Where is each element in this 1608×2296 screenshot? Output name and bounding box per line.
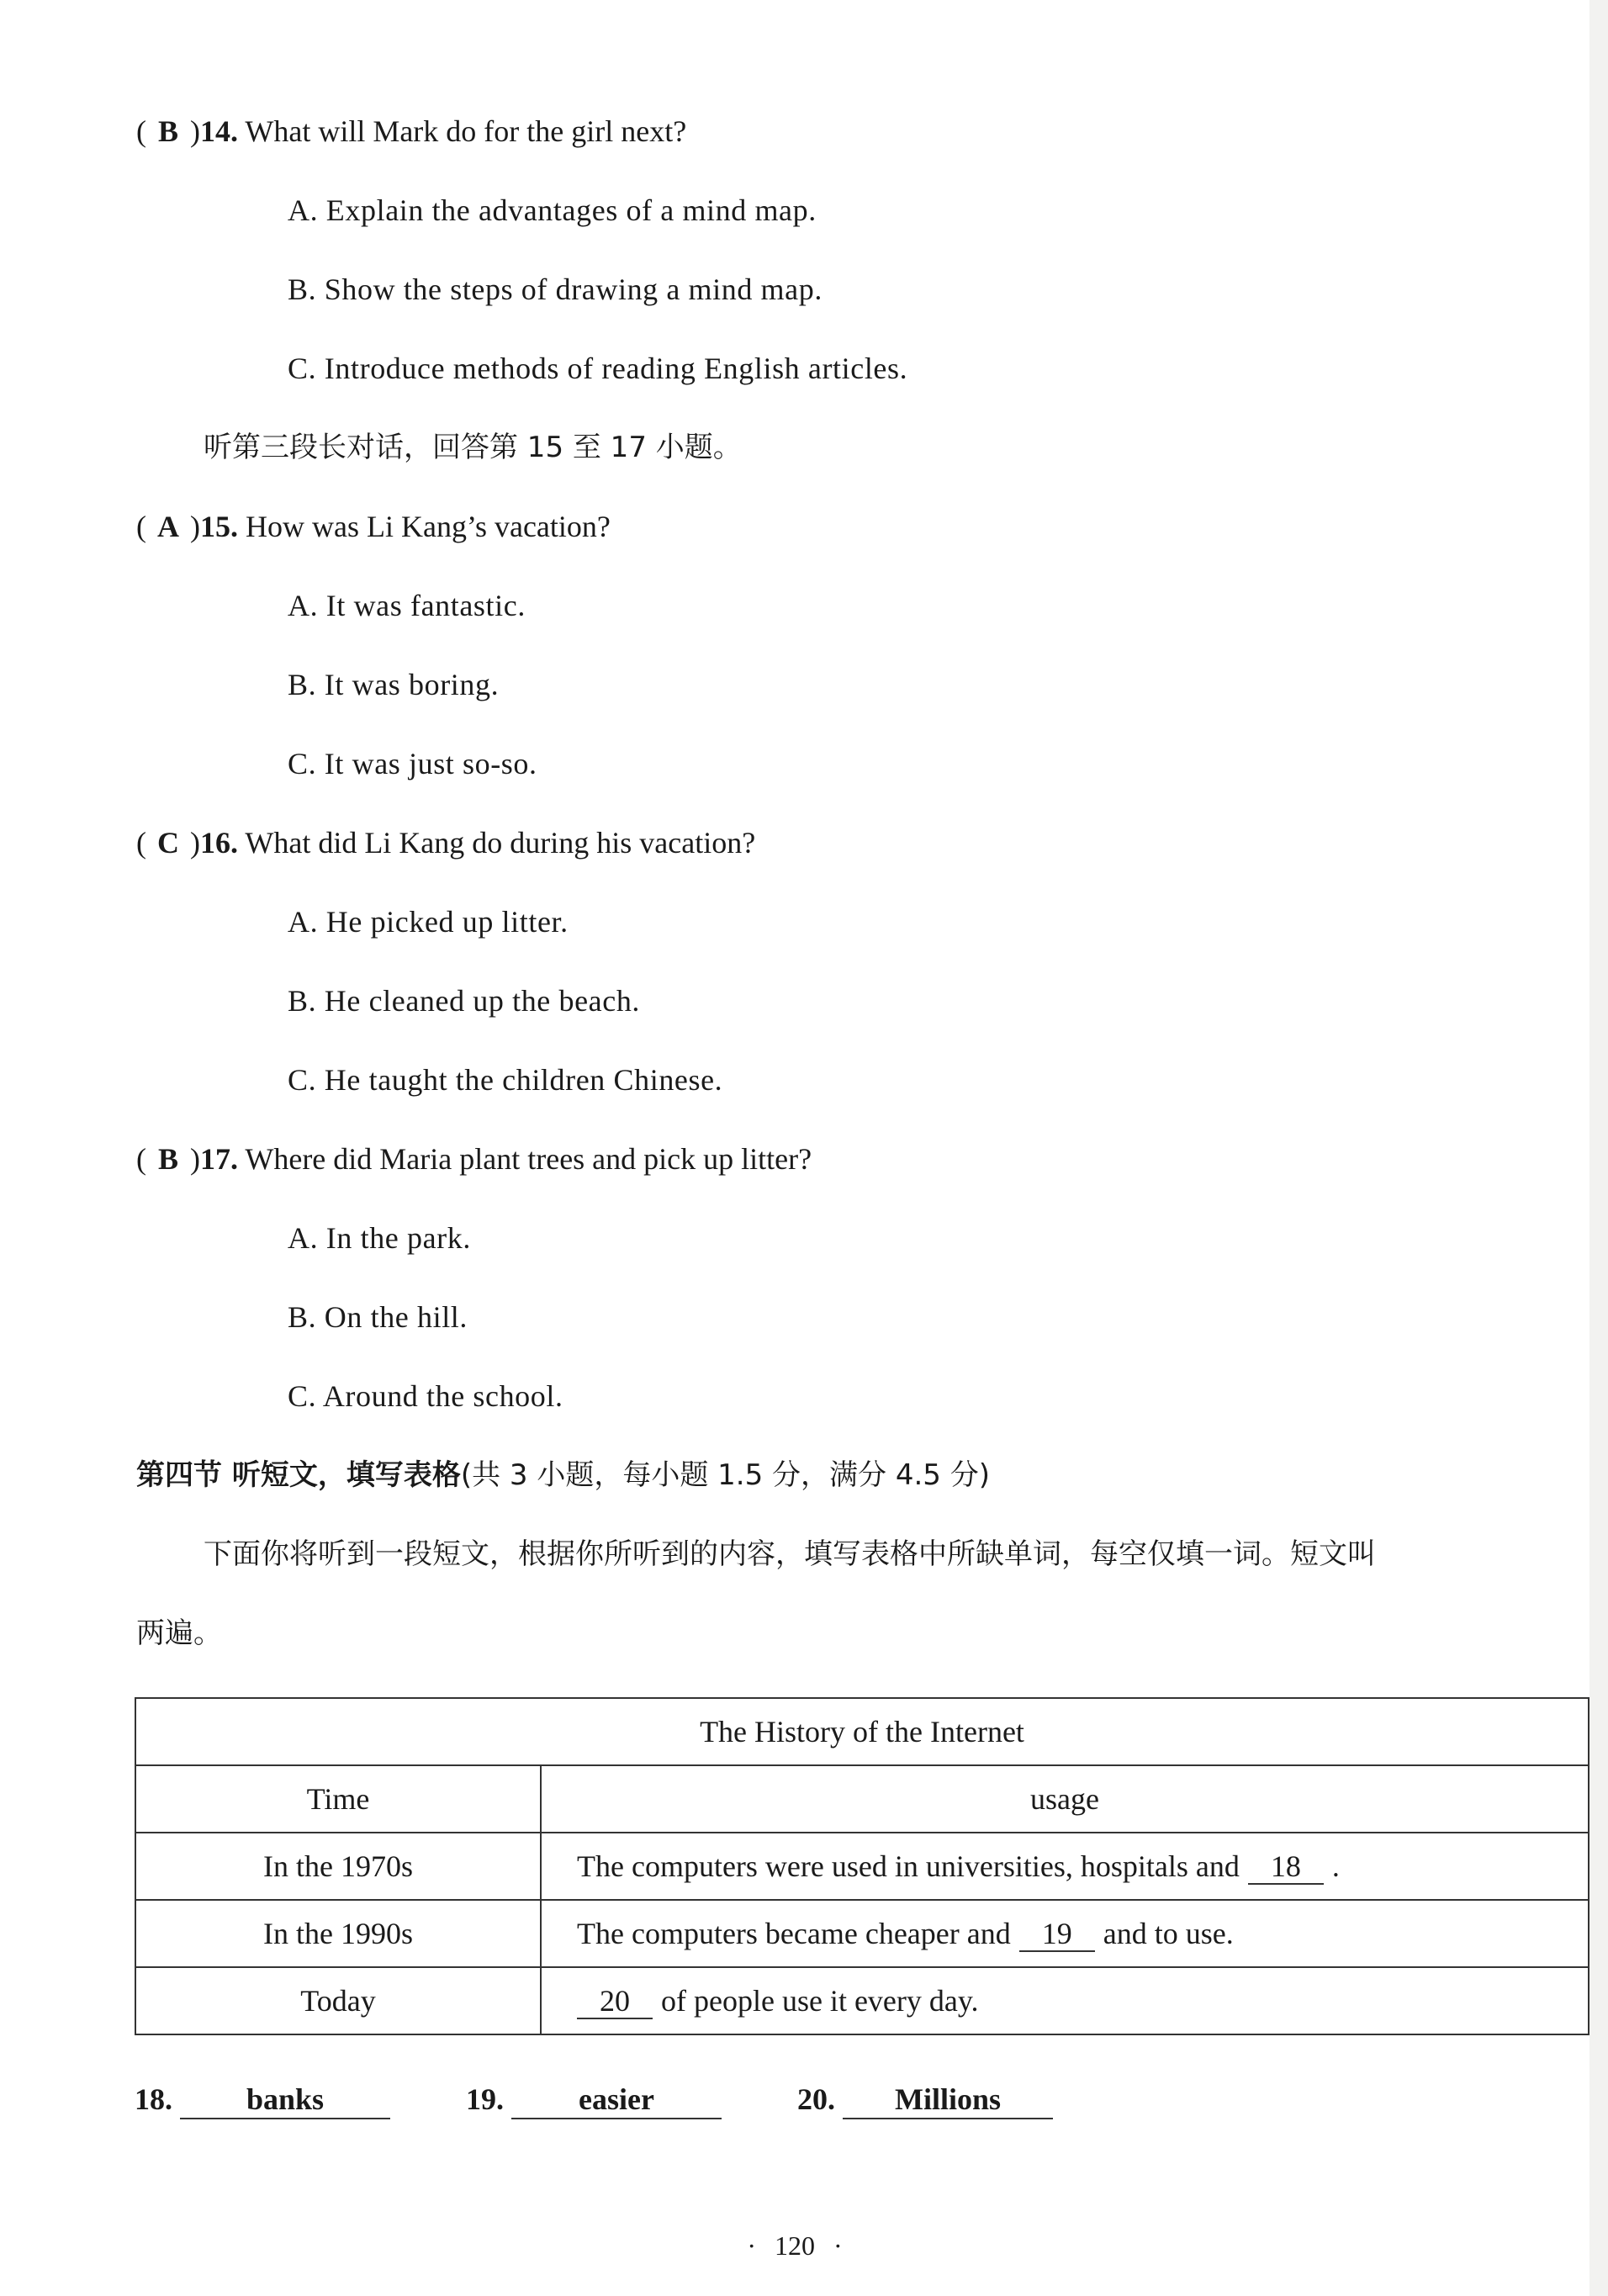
page-number-value: 120 <box>775 2230 815 2261</box>
question-number: 16. <box>200 826 238 860</box>
row-usage <box>541 1833 1589 1900</box>
option-c: C. It was just so-so. <box>288 747 537 780</box>
usage-text: The computers became cheaper and <box>577 1916 1011 1950</box>
option-c: C. Introduce methods of reading English articles. <box>288 352 908 385</box>
option-c: C. He taught the children Chinese. <box>288 1063 723 1097</box>
answer-number: 18. <box>135 2082 172 2116</box>
option-a: A. Explain the advantages of a mind map. <box>288 193 817 227</box>
blank-18: 18 <box>1248 1849 1324 1885</box>
answer-number: 20. <box>797 2082 835 2116</box>
option-a: A. In the park. <box>288 1221 471 1255</box>
question-text: How was Li Kang’s vacation? <box>246 510 611 543</box>
row-time: In the 1970s <box>135 1833 541 1900</box>
option-b: B. It was boring. <box>288 668 500 701</box>
answer-18 <box>135 2081 390 2119</box>
question-17: ( B )17. Where did Maria plant trees and pick up litter? <box>136 1142 812 1176</box>
usage-text: The computers were used in universities, hospitals and <box>577 1849 1240 1883</box>
question-14: ( B )14. What will Mark do for the girl next? <box>136 114 687 148</box>
question-16: ( C )16. What did Li Kang do during his vacation? <box>136 826 756 860</box>
dialogue-instruction: 听第三段长对话，回答第 15 至 17 小题。 <box>204 431 742 464</box>
option-c: C. Around the school. <box>288 1379 563 1413</box>
section-title: 第四节 听短文，填写表格 <box>136 1458 461 1492</box>
answer-value: banks <box>180 2081 390 2119</box>
question-text: What did Li Kang do during his vacation? <box>245 826 756 860</box>
table-row <box>135 1833 1589 1900</box>
question-text: What will Mark do for the girl next? <box>245 114 687 148</box>
option-b: B. On the hill. <box>288 1300 468 1334</box>
header-time: Time <box>135 1765 541 1833</box>
usage-text-end: . <box>1331 1849 1340 1883</box>
answer-mark: A <box>157 510 179 543</box>
answer-value: easier <box>511 2081 722 2119</box>
section-instruction-line1: 下面你将听到一段短文，根据你所听到的内容，填写表格中所缺单词，每空仅填一词。短文叫 <box>204 1537 1376 1571</box>
option-b: B. He cleaned up the beach. <box>288 984 641 1018</box>
question-number: 17. <box>200 1142 238 1176</box>
question-number: 14. <box>200 114 238 148</box>
row-usage <box>541 1900 1589 1967</box>
table-title: The History of the Internet <box>135 1698 1589 1765</box>
row-time: Today <box>135 1967 541 2034</box>
section-note: (共 3 小题，每小题 1.5 分，满分 4.5 分) <box>460 1458 990 1492</box>
question-number: 15. <box>200 510 238 543</box>
row-time: In the 1990s <box>135 1900 541 1967</box>
question-text: Where did Maria plant trees and pick up litter? <box>245 1142 812 1176</box>
usage-text-end: and to use. <box>1103 1916 1234 1950</box>
option-a: A. He picked up litter. <box>288 905 569 939</box>
answer-mark: C <box>157 826 179 860</box>
internet-history-table <box>135 1697 1589 2035</box>
answer-19 <box>466 2081 722 2119</box>
row-usage <box>541 1967 1589 2034</box>
usage-text-end: of people use it every day. <box>661 1983 979 2018</box>
answer-mark: B <box>157 114 178 148</box>
table-row <box>135 1967 1589 2034</box>
section-instruction-line2: 两遍。 <box>136 1616 222 1650</box>
option-b: B. Show the steps of drawing a mind map. <box>288 272 823 306</box>
option-a: A. It was fantastic. <box>288 589 526 622</box>
section-4-heading <box>136 1457 990 1494</box>
answer-number: 19. <box>466 2082 504 2116</box>
answer-value: Millions <box>843 2081 1053 2119</box>
table-row <box>135 1900 1589 1967</box>
header-usage: usage <box>541 1765 1589 1833</box>
page-number: · 120 · <box>747 2230 843 2261</box>
blank-20: 20 <box>577 1984 653 2019</box>
blank-19: 19 <box>1019 1917 1095 1952</box>
question-15: ( A )15. How was Li Kang’s vacation? <box>136 510 611 543</box>
answer-mark: B <box>157 1142 178 1176</box>
answer-20 <box>797 2081 1053 2119</box>
